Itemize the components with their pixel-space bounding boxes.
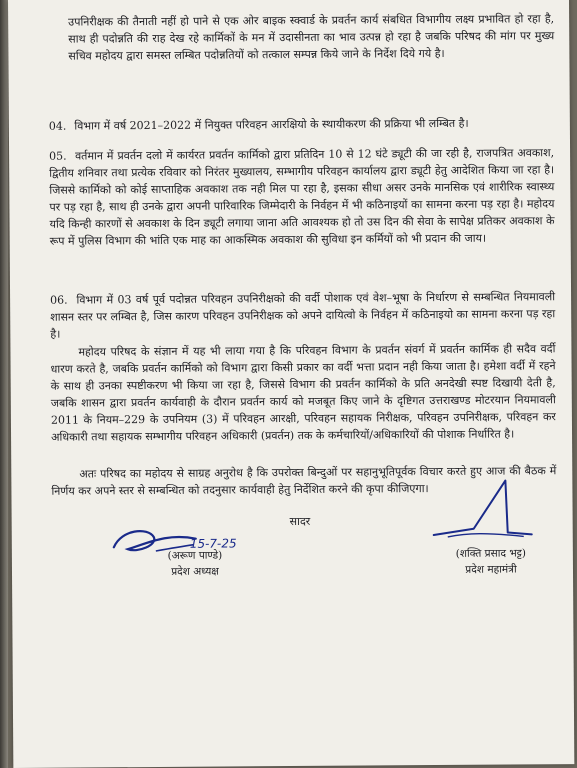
point-04-number: 04. [48, 119, 67, 133]
right-signatory-title: प्रदेश महामंत्री [465, 563, 517, 576]
regards-text: सादर [289, 514, 311, 529]
point-04-text: विभाग में वर्ष 2021–2022 में नियुक्त परिवहन आरक्षियो के स्थायीकरण की प्रक्रिया भी लम्बित है। [74, 116, 469, 133]
left-signatory-title: प्रदेश अध्यक्ष [171, 565, 219, 578]
uniform-paragraph [50, 340, 556, 446]
point-06 [50, 288, 555, 343]
point-05-text: वर्तमान में प्रवर्तन दलो में कार्यरत प्रवर्तन कार्मिको द्वारा प्रतिदिन 10 से 12 घंटे ड्यूटी की जा रही है, राजपत्रित अवकाश, द्वितीय शनिवार तथा प्रत्येक रविवार को निरंतर मुख्यालय, सम्भागीय परिवहन कार्यालय द्वारा ड्यूटी हेतु आदेशित किया जा रहा है। जिससे कार्मिको को कोई साप्ताहिक अवकाश तक नही मिल पा रहा है, इसका सीधा असर उनके मानसिक एवं शारीरिक स्वास्थ्य पर पड़ रहा है, साथ ही उनके द्वारा अपनी पारिवारिक जिम्मेदारी के निर्वहन में भी कठिनाइयों का सामना करना पड़ रहा है। महोदय यदि किन्ही कारणों से अवकाश के दिन ड्यूटी लगाया जाना अति आवश्यक हो तो उस दिन की सेवा के सापेक्ष प्रतिकर अवकाश के रूप में पुलिस विभाग की भांति एक माह का आकस्मिक अवकाश की सुविधा इन कर्मियों को भी प्रदान की जाय। [49, 146, 555, 248]
handwritten-date: 15-7-25 [189, 536, 237, 551]
point-05 [49, 144, 555, 250]
point-06-text: विभाग में 03 वर्ष पूर्व पदोन्नत परिवहन उपनिरीक्षको की वर्दी पोशाक एवं वेश–भूषा के निर्धारण से सम्बन्धित नियमावली शासन स्तर पर लम्बित है, जिस कारण परिवहन उपनिरीक्षक को अपने दायित्वो के निर्वहन में कठिनाइयो का सामना करना पड़ रहा है। [50, 290, 556, 341]
document-page [8, 0, 574, 768]
photo-edge-shadow [0, 0, 8, 768]
right-signatory-name: (शक्ति प्रसाद भट्ट) [455, 547, 527, 560]
right-signatory [416, 544, 566, 577]
closing-text: अतः परिषद का महोदय से साग्रह अनुरोध है कि उपरोक्त बिन्दुओं पर सहानुभूतिपूर्वक विचार करते हुए आज की बैठक में निर्णय कर अपने स्तर से सम्बन्धित को तदनुसार कार्यवाही हेतु निर्देशित करने की कृपा कीजिएगा। [51, 464, 557, 498]
left-signatory-name: (अरूण पाण्डे) [167, 549, 223, 562]
left-signatory [120, 546, 270, 579]
point-06-number: 06. [50, 293, 68, 307]
intro-text: उपनिरीक्षक की तैनाती नहीं हो पाने से एक ओर बाइक स्क्वार्ड के प्रवर्तन कार्य संबधित विभागीय लक्ष्य प्रभावित हो रहा है, साथ ही पदोन्नति की राह देख रहे कार्मिकों के मन में उदासीनता का भाव उत्पन्न हो रहा है जबकि परिषद की मांग पर मुख्य सचिव महोदय द्वारा समस्त लम्बित पदोन्नतियों को तत्काल सम्पन्न किये जाने के निर्देश दिये गये है। [68, 12, 555, 63]
point-04 [49, 114, 554, 135]
intro-paragraph [68, 10, 554, 64]
point-05-number: 05. [49, 149, 67, 163]
right-signature-icon [427, 474, 537, 541]
uniform-text: महोदय परिषद के संज्ञान में यह भी लाया गया है कि परिवहन विभाग के प्रवर्तन संवर्ग में प्रवर्तन कार्मिक ही सदैव वर्दी धारण करते है, जबकि प्रवर्तन कार्मिको को विभाग द्वारा किसी प्रकार का वर्दी भत्ता प्रदान नही किया जाता है। हमेशा वर्दी में रहने के साथ ही उनका स्पष्टीकरण भी किया जा रहा है, जिससे विभाग की प्रवर्तन कार्मिको के प्रति अनदेखी स्पष्ट दिखायी देती है, जबकि शासन द्वारा प्रवर्तन कार्यवाही के दौरान प्रवर्तन कार्य को मजबूत किए जाने के दृष्टिगत उत्तराखण्ड मोटरयान नियमावली 2011 के नियम–229 के उपनियम (3) में परिवहन आरक्षी, परिवहन सहायक निरीक्षक, परिवहन उपनिरीक्षक, परिवहन कर अधिकारी तथा सहायक सम्भागीय परिवहन अधिकारी (प्रवर्तन) तक के कर्मचारियों/अधिकारियों की पोशाक निर्धारित है। [50, 342, 556, 444]
